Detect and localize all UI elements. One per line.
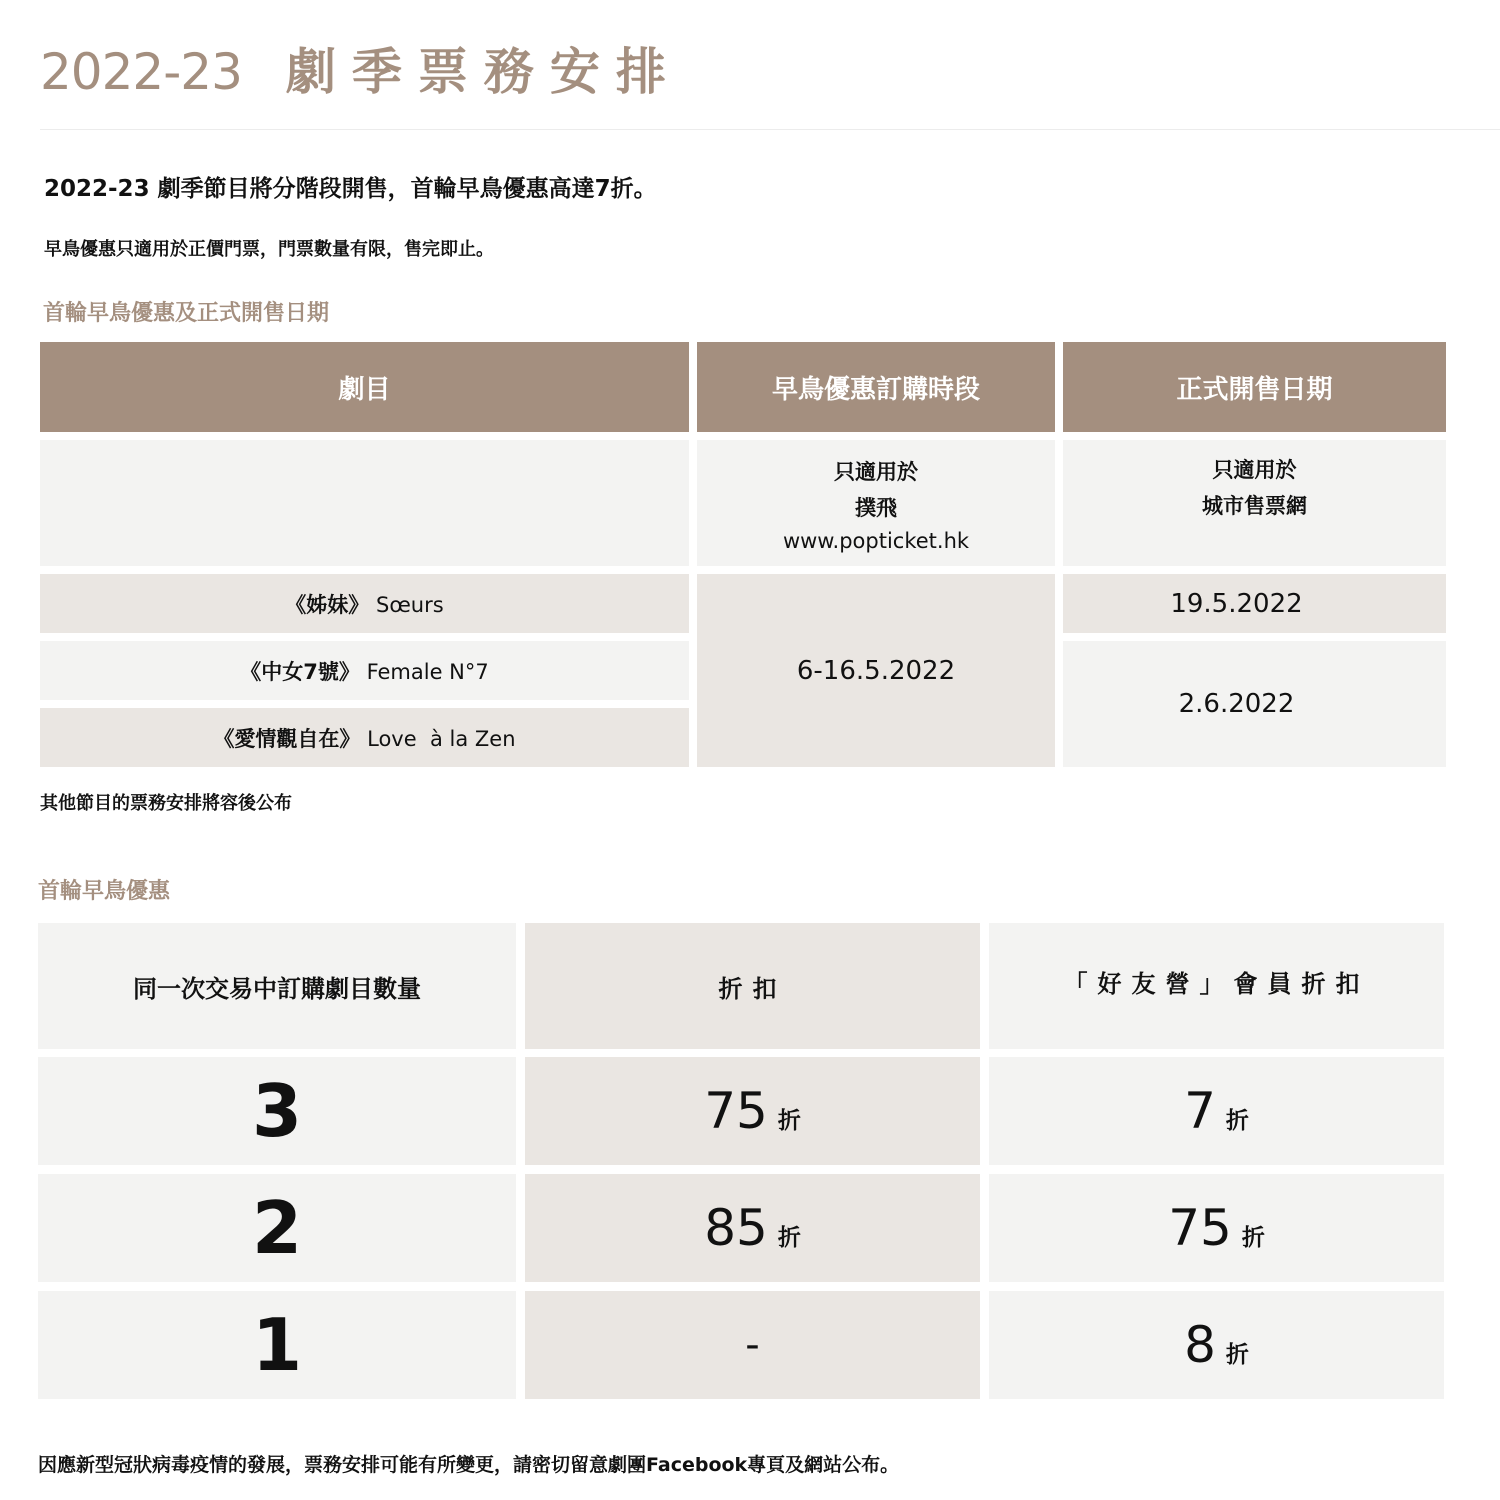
early-bird-period-cell: 6-16.5.2022 <box>697 574 1055 767</box>
public-sale-date-cell: 19.5.2022 <box>1063 574 1446 633</box>
quantity-cell: 2 <box>38 1174 516 1282</box>
member-discount-cell: 7 折 <box>989 1057 1444 1165</box>
discount-cell: 85 折 <box>525 1174 980 1282</box>
public-sale-platform-cell: 只適用於 城市售票網 <box>1063 440 1446 566</box>
quantity-cell: 1 <box>38 1291 516 1399</box>
footer-notice: 因應新型冠狀病毒疫情的發展，票務安排可能有所變更，請密切留意劇團Facebook專頁及網站公布。 <box>38 1454 900 1476</box>
intro-note: 早鳥優惠只適用於正價門票，門票數量有限，售完即止。 <box>44 239 494 260</box>
discount-cell: - <box>525 1291 980 1399</box>
page-title <box>40 42 682 102</box>
early-bird-platform-url: www.popticket.hk <box>782 529 970 553</box>
discount-cell: 75 折 <box>525 1057 980 1165</box>
intro-headline: 2022-23 劇季節目將分階段開售，首輪早鳥優惠高達7折。 <box>44 176 657 202</box>
discount-section-title: 首輪早鳥優惠 <box>38 879 171 904</box>
member-discount-cell: 8 折 <box>989 1291 1444 1399</box>
header-quantity: 同一次交易中訂購劇目數量 <box>38 923 516 1049</box>
public-sale-date-cell: 2.6.2022 <box>1063 641 1446 767</box>
public-sale-platform-name: 城市售票網 <box>1202 494 1307 518</box>
header-early-bird-period: 早鳥優惠訂購時段 <box>697 342 1055 432</box>
title-divider <box>40 129 1500 130</box>
quantity-cell: 3 <box>38 1057 516 1165</box>
platform-blank-cell <box>40 440 689 566</box>
header-show: 劇目 <box>40 342 689 432</box>
show-row: 《姊妹》 Sœurs <box>40 574 689 633</box>
header-public-sale-date: 正式開售日期 <box>1063 342 1446 432</box>
show-row: 《中女7號》 Female N°7 <box>40 641 689 700</box>
early-bird-platform-name: 撲飛 <box>855 496 897 520</box>
header-member-discount: 「好友營」會員折扣 <box>989 923 1444 1049</box>
title-text: 劇季票務安排 <box>285 43 682 101</box>
header-discount: 折扣 <box>525 923 980 1049</box>
schedule-footnote: 其他節目的票務安排將容後公布 <box>40 793 292 814</box>
title-year: 2022-23 <box>40 43 242 101</box>
schedule-section-title: 首輪早鳥優惠及正式開售日期 <box>43 301 330 326</box>
early-bird-platform-cell: 只適用於 撲飛 www.popticket.hk <box>697 440 1055 566</box>
member-discount-cell: 75 折 <box>989 1174 1444 1282</box>
show-row: 《愛情觀自在》 Love à la Zen <box>40 708 689 767</box>
